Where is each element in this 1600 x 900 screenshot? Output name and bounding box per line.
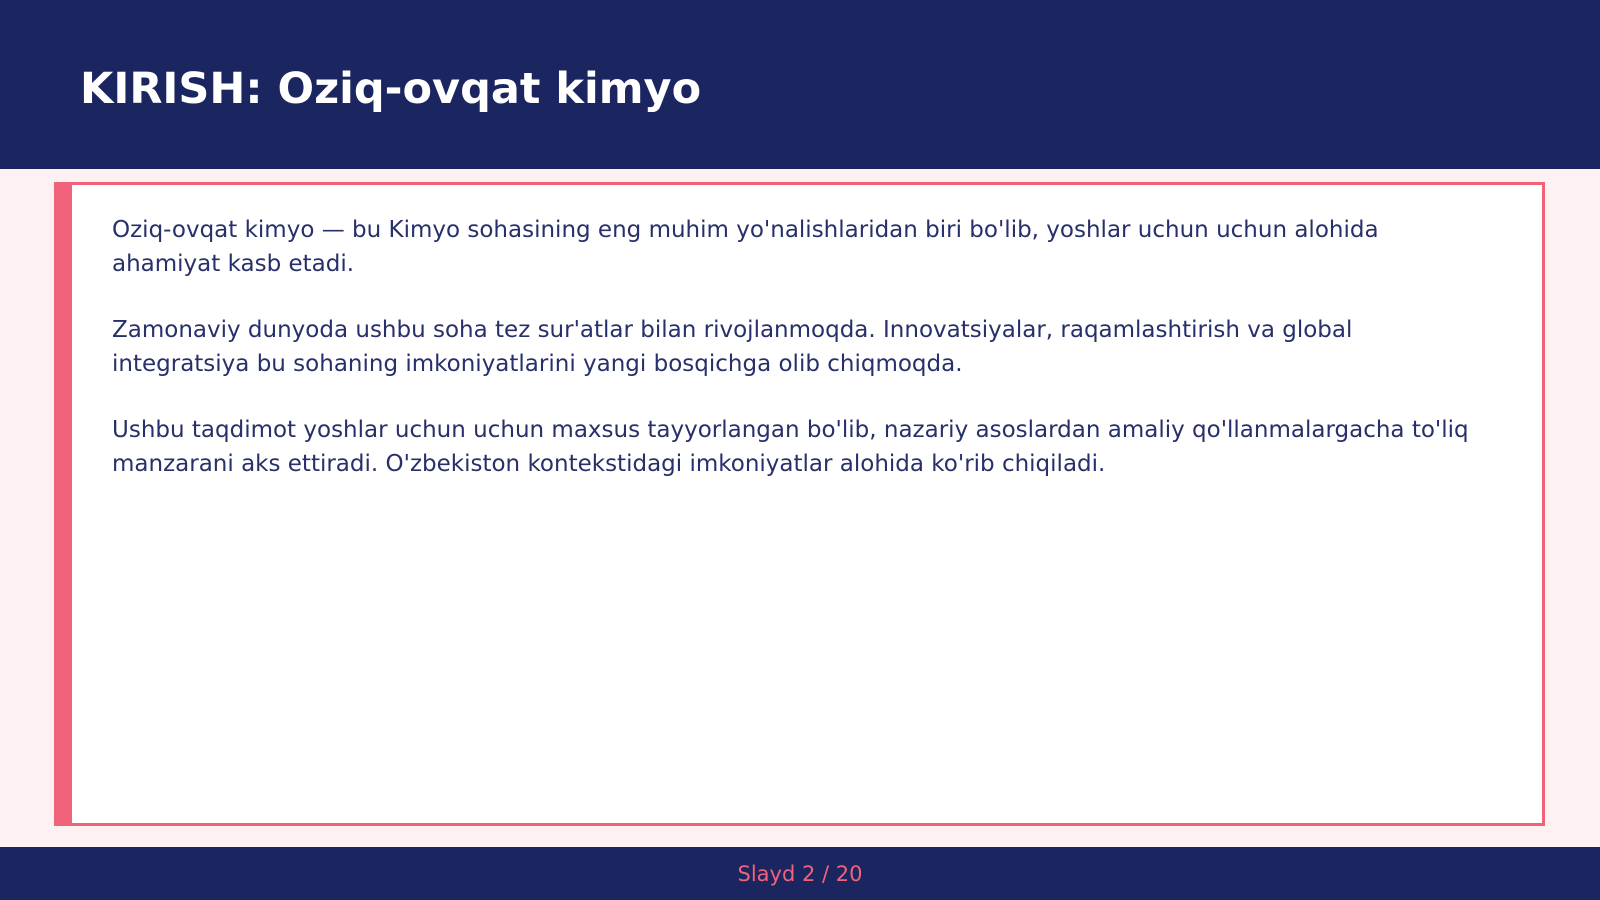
content-body <box>112 213 1492 513</box>
content-paragraph-modern-world: Zamonaviy dunyoda ushbu soha tez sur'atlar bilan rivojlanmoqda. Innovatsiyalar, raqamlashtirish va global integratsiya bu sohaning imkoniyatlarini yangi bosqichga olib chiqmoqda. <box>112 317 1353 377</box>
content-paragraph-presentation: Ushbu taqdimot yoshlar uchun uchun maxsus tayyorlangan bo'lib, nazariy asoslardan amaliy qo'llanmalargacha to'liq manzarani aks ettiradi. O'zbekiston kontekstidagi imkoniyatlar alohida ko'rib chiqiladi. <box>112 417 1469 477</box>
content-card <box>54 182 1545 826</box>
slide-number: Slayd 2 / 20 <box>737 862 863 886</box>
slide-header <box>0 0 1600 169</box>
slide-title: KIRISH: Oziq-ovqat kimyo <box>80 64 702 114</box>
content-paragraph-intro: Oziq-ovqat kimyo — bu Kimyo sohasining eng muhim yo'nalishlaridan biri bo'lib, yoshlar uchun uchun alohida ahamiyat kasb etadi. <box>112 217 1379 277</box>
slide-footer <box>0 847 1600 900</box>
